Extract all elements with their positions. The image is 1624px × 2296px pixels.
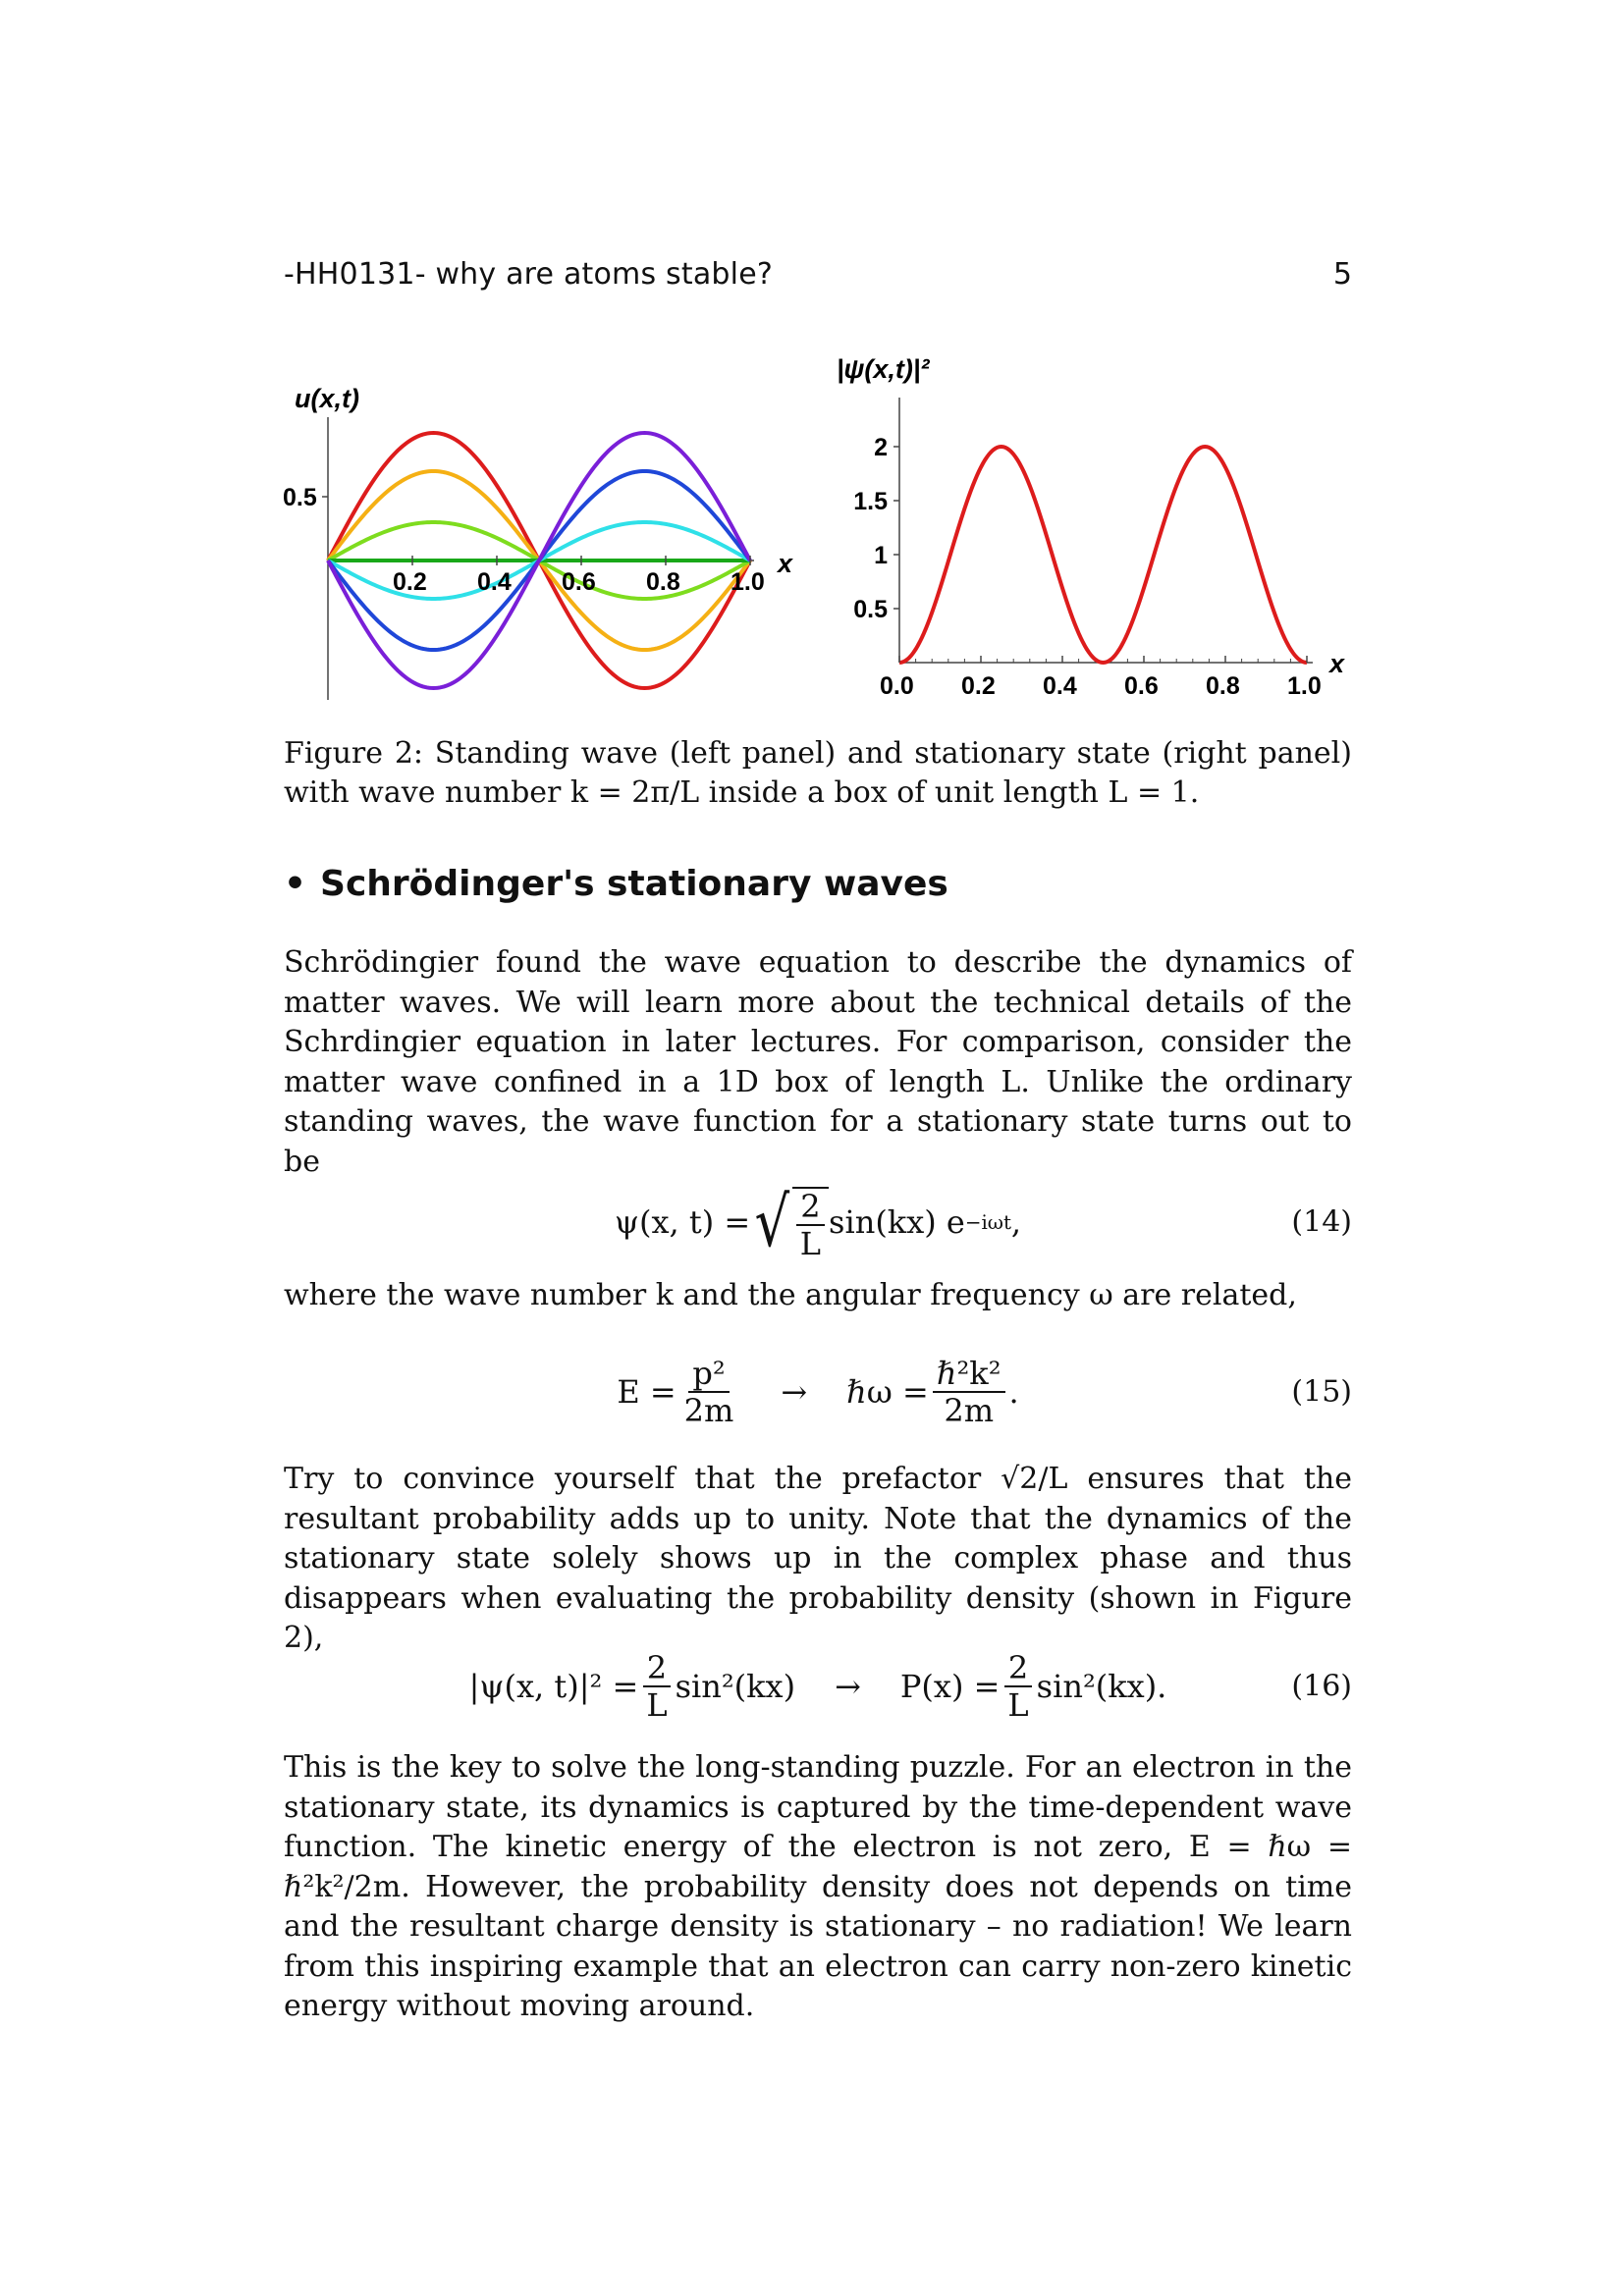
- left-x-tick-label-2: 0.6: [562, 568, 596, 596]
- section-title-text: Schrödinger's stationary waves: [320, 864, 948, 904]
- right-y-tick-label-0: 0.5: [853, 596, 888, 623]
- paragraph-relation: where the wave number k and the angular frequency ω are related,: [284, 1278, 1297, 1312]
- right-y-axis-label: |ψ(x,t)|²: [837, 354, 930, 384]
- eq14-exponent: −iωt: [964, 1210, 1011, 1234]
- right-x-tick-label-2: 0.4: [1043, 672, 1077, 700]
- equation-16: [284, 1637, 1352, 1735]
- right-y-tick-label-1: 1: [874, 542, 888, 569]
- left-y-axis-label: u(x,t): [295, 384, 359, 413]
- eq14-rhs: sin(kx) e: [829, 1203, 965, 1241]
- page-number: 5: [1332, 257, 1352, 292]
- eq14-den: L: [799, 1225, 822, 1262]
- eq15-lhs: E =: [617, 1373, 677, 1411]
- paragraph-prefactor: Try to convince yourself that the prefactor √2/L ensures that the resultant probability adds up to unity. Note that the dynamics of the stationary state solely shows up in the complex phase and thus disappears when evaluating the probability density (shown in Figure 2),: [284, 1462, 1352, 1655]
- right-x-tick-label-4: 0.8: [1206, 672, 1240, 700]
- right-x-tick-label-5: 1.0: [1287, 672, 1322, 700]
- eq16-number: (16): [1291, 1669, 1352, 1704]
- figure-2: [265, 348, 1365, 712]
- left-y-tick-label-0: 0.5: [283, 484, 317, 511]
- right-x-tick-label-1: 0.2: [961, 672, 996, 700]
- eq16-f1-num: 2: [643, 1650, 671, 1687]
- eq15-arrow: →: [781, 1373, 808, 1411]
- eq15-f1-num: p²: [688, 1356, 729, 1393]
- equation-14: [284, 1173, 1352, 1271]
- eq15-f2-den: 2m: [944, 1392, 995, 1429]
- eq15-mid: ℏω =: [846, 1373, 929, 1411]
- eq16-rhs1: sin²(kx): [675, 1668, 796, 1705]
- running-header: -HH0131- why are atoms stable?: [284, 257, 773, 292]
- left-x-tick-label-1: 0.4: [477, 568, 512, 596]
- eq16-arrow: →: [835, 1668, 861, 1705]
- sqrt-icon: √: [754, 1182, 790, 1262]
- standing-wave-plot: [283, 384, 793, 700]
- bullet-icon: •: [284, 864, 307, 904]
- left-x-tick-label-4: 1.0: [731, 568, 765, 596]
- eq16-rhs2: sin²(kx).: [1036, 1668, 1167, 1705]
- eq16-mid: P(x) =: [899, 1668, 1001, 1705]
- eq15-f2-num: ℏ²k²: [933, 1356, 1005, 1393]
- right-series-0: [899, 447, 1307, 663]
- eq15-number: (15): [1291, 1374, 1352, 1410]
- eq14-tail: ,: [1010, 1203, 1022, 1241]
- figure-2-plots: [265, 348, 1365, 712]
- eq16-f2-num: 2: [1004, 1650, 1032, 1687]
- right-x-axis-label: x: [1329, 649, 1345, 678]
- right-y-tick-label-3: 2: [874, 434, 888, 461]
- eq14-lhs: ψ(x, t) =: [614, 1203, 751, 1241]
- paragraph-conclusion: This is the key to solve the long-standing puzzle. For an electron in the stationary state, its dynamics is captured by the time-dependent wave function. The kinetic energy of the electron is not zero, E = ℏω = ℏ²k²/2m. However, the probability density does not depends on time and the resultant charge density is stationary – no radiation! We learn from this inspiring example that an electron can carry non-zero kinetic energy without moving around.: [284, 1750, 1352, 2023]
- eq14-num: 2: [796, 1189, 824, 1226]
- left-x-tick-label-3: 0.8: [646, 568, 680, 596]
- right-y-tick-label-2: 1.5: [853, 488, 888, 515]
- eq16-f1-den: L: [646, 1686, 668, 1724]
- right-x-tick-label-0: 0.0: [880, 672, 914, 700]
- equation-15: [284, 1343, 1352, 1441]
- eq16-lhs: |ψ(x, t)|² =: [468, 1668, 639, 1705]
- eq14-number: (14): [1291, 1204, 1352, 1240]
- right-x-tick-label-3: 0.6: [1124, 672, 1159, 700]
- eq14-sqrt: [750, 1183, 829, 1261]
- paragraph-intro: Schrödingier found the wave equation to describe the dynamics of matter waves. We will learn more about the technical details of the Schrdingier equation in later lectures. For comparison, consider the matter wave confined in a 1D box of length L. Unlike the ordinary standing waves, the wave function for a stationary state turns out to be: [284, 945, 1352, 1179]
- probability-density-plot: [837, 354, 1345, 700]
- section-heading: [284, 864, 948, 904]
- eq15-tail: .: [1008, 1373, 1019, 1411]
- left-x-tick-label-0: 0.2: [393, 568, 427, 596]
- eq16-f2-den: L: [1007, 1686, 1029, 1724]
- figure-caption: Figure 2: Standing wave (left panel) and stationary state (right panel) with wave number k = 2π/L inside a box of unit length L = 1.: [284, 736, 1352, 810]
- eq15-f1-den: 2m: [683, 1392, 734, 1429]
- left-x-axis-label: x: [778, 549, 793, 578]
